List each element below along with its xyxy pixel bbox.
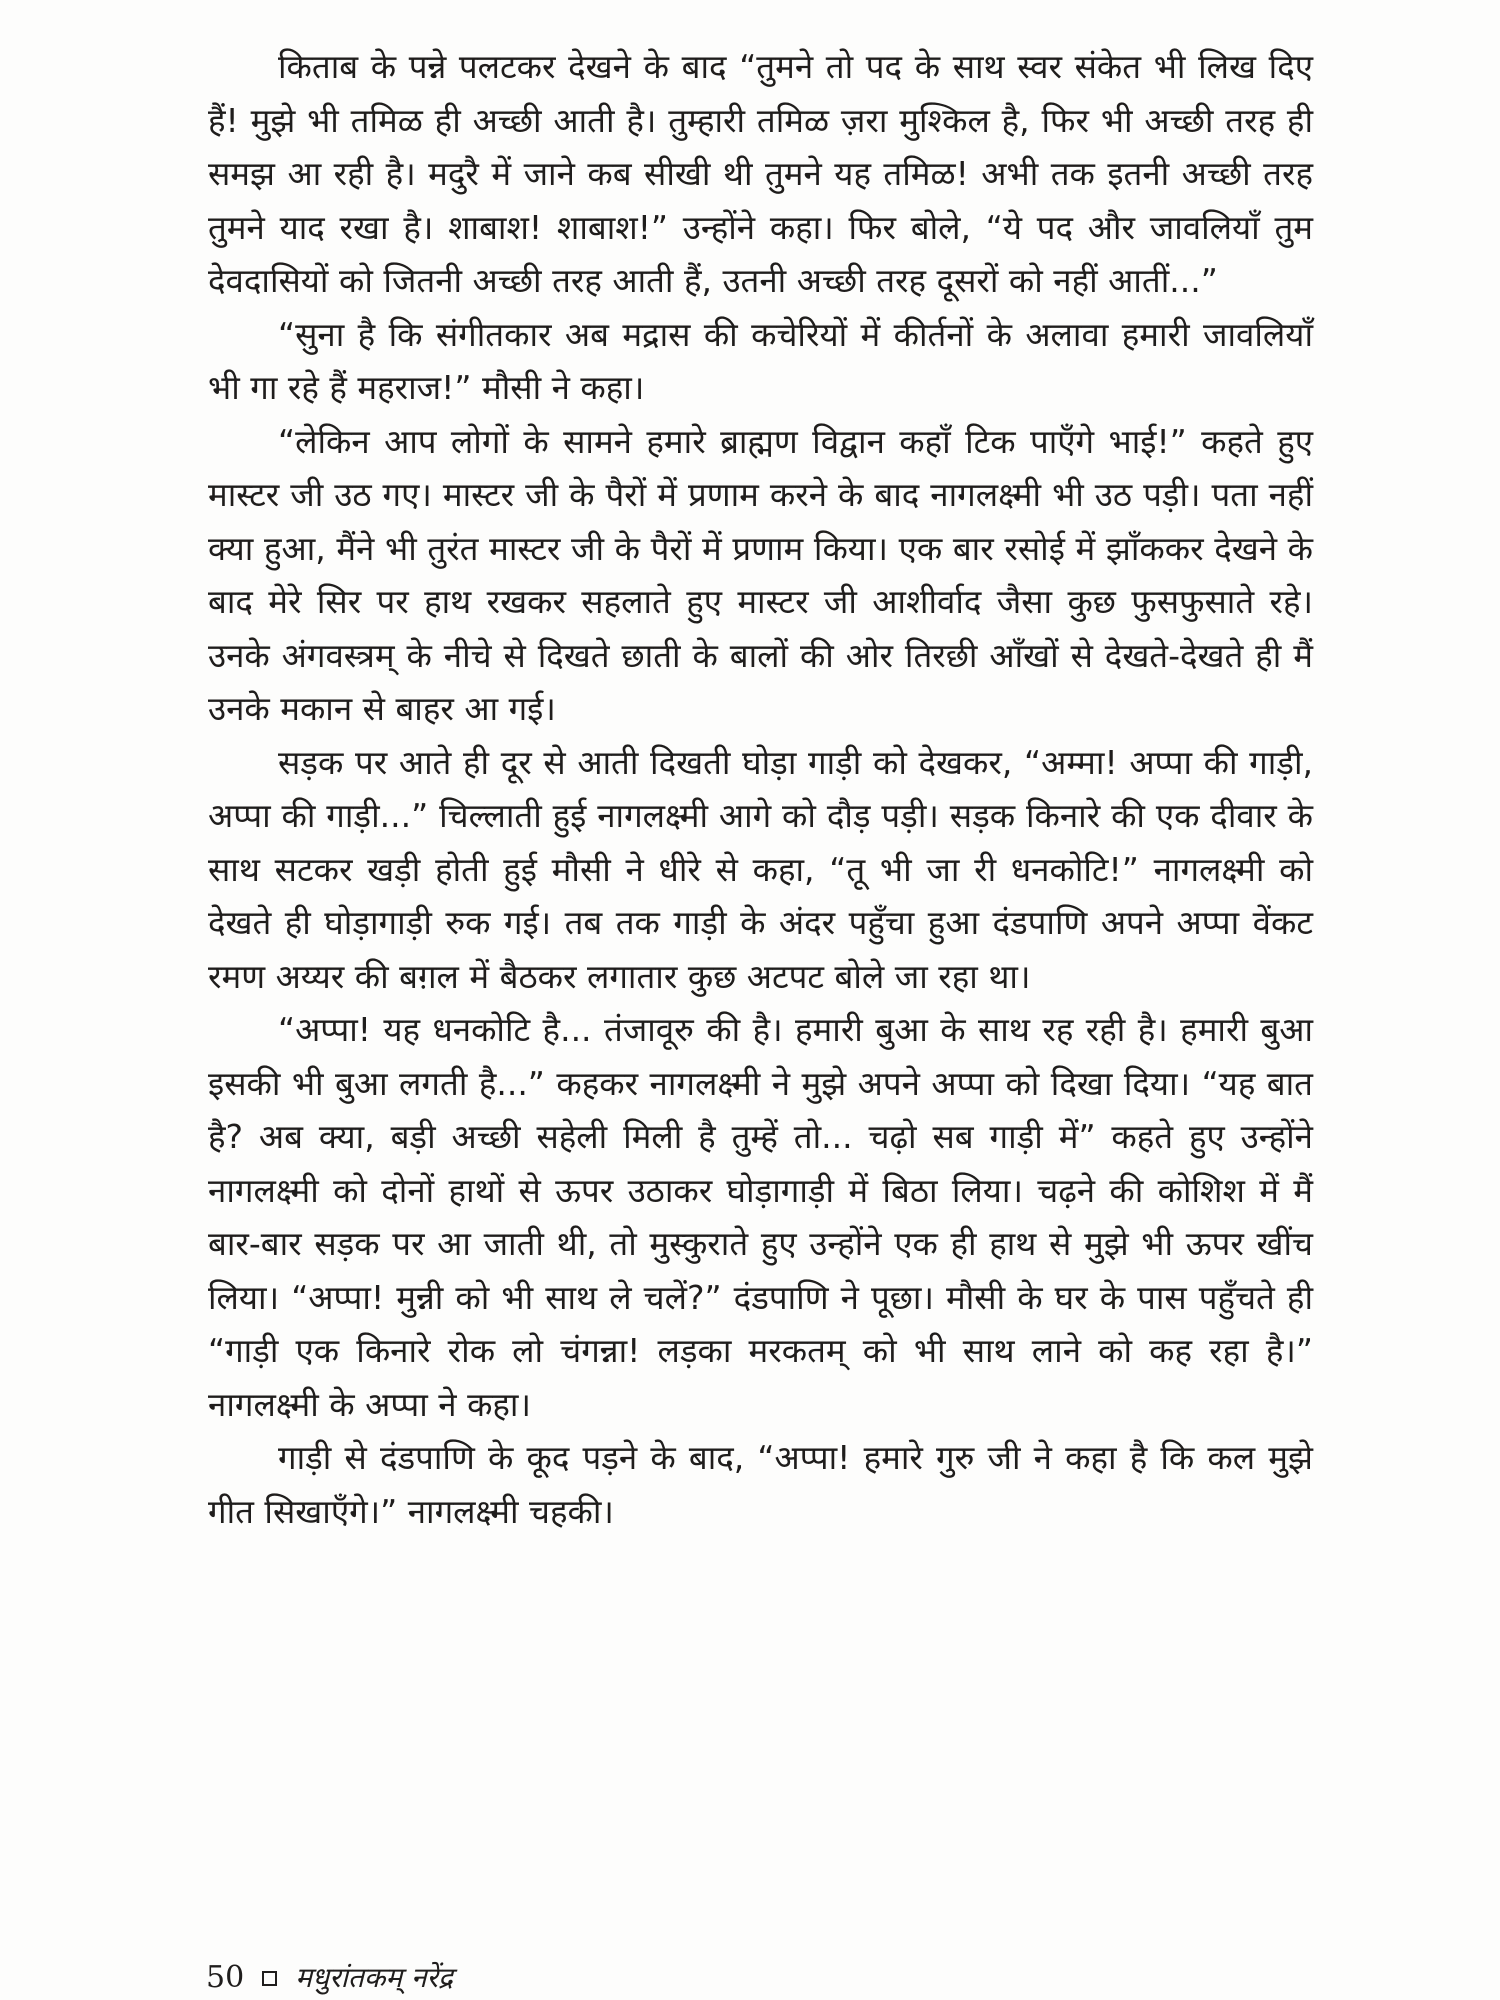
page-footer bbox=[206, 1960, 453, 1996]
paragraph-5: “अप्पा! यह धनकोटि है... तंजावूरु की है। हमारी बुआ के साथ रह रही है। हमारी बुआ इसकी भी बुआ लगती है...” कहकर नागलक्ष्मी ने मुझे अपने अप्पा को दिखा दिया। “यह बात है? अब क्या, बड़ी अच्छी सहेली मिली है तुम्हें तो... चढ़ो सब गाड़ी में” कहते हुए उन्होंने नागलक्ष्मी को दोनों हाथों से ऊपर उठाकर घोड़ागाड़ी में बिठा लिया। चढ़ने की कोशिश में मैं बार-बार सड़क पर आ जाती थी, तो मुस्कुराते हुए उन्होंने एक ही हाथ से मुझे भी ऊपर खींच लिया। “अप्पा! मुन्नी को भी साथ ले चलें?” दंडपाणि ने पूछा। मौसी के घर के पास पहुँचते ही “गाड़ी एक किनारे रोक लो चंगन्ना! लड़का मरकतम् को भी साथ लाने को कह रहा है।” नागलक्ष्मी के अप्पा ने कहा। bbox=[208, 1010, 1313, 1424]
paragraph-3: “लेकिन आप लोगों के सामने हमारे ब्राह्मण विद्वान कहाँ टिक पाएँगे भाई!” कहते हुए मास्टर जी उठ गए। मास्टर जी के पैरों में प्रणाम करने के बाद नागलक्ष्मी भी उठ पड़ी। पता नहीं क्या हुआ, मैंने भी तुरंत मास्टर जी के पैरों में प्रणाम किया। एक बार रसोई में झाँककर देखने के बाद मेरे सिर पर हाथ रखकर सहलाते हुए मास्टर जी आशीर्वाद जैसा कुछ फुसफुसाते रहे। उनके अंगवस्त्रम् के नीचे से दिखते छाती के बालों की ओर तिरछी आँखों से देखते-देखते ही मैं उनके मकान से बाहर आ गई। bbox=[208, 421, 1314, 728]
body-text bbox=[208, 40, 1313, 1538]
paragraph-1: किताब के पन्ने पलटकर देखने के बाद “तुमने तो पद के साथ स्वर संकेत भी लिख दिए हैं! मुझे भी तमिळ ही अच्छी आती है। तुम्हारी तमिळ ज़रा मुश्किल है, फिर भी अच्छी तरह ही समझ आ रही है। मदुरै में जाने कब सीखी थी तुमने यह तमिळ! अभी तक इतनी अच्छी तरह तुमने याद रखा है। शाबाश! शाबाश!” उन्होंने कहा। फिर बोले, “ये पद और जावलियाँ तुम देवदासियों को जितनी अच्छी तरह आती हैं, उतनी अच्छी तरह दूसरों को नहीं आतीं...” bbox=[208, 47, 1313, 300]
paragraph-4: सड़क पर आते ही दूर से आती दिखती घोड़ा गाड़ी को देखकर, “अम्मा! अप्पा की गाड़ी, अप्पा की गाड़ी...” चिल्लाती हुई नागलक्ष्मी आगे को दौड़ पड़ी। सड़क किनारे की एक दीवार के साथ सटकर खड़ी होती हुई मौसी ने धीरे से कहा, “तू भी जा री धनकोटि!” नागलक्ष्मी को देखते ही घोड़ागाड़ी रुक गई। तब तक गाड़ी के अंदर पहुँचा हुआ दंडपाणि अपने अप्पा वेंकट रमण अय्यर की बग़ल में बैठकर लगातार कुछ अटपट बोले जा रहा था। bbox=[208, 742, 1313, 996]
paragraph-6: गाड़ी से दंडपाणि के कूद पड़ने के बाद, “अप्पा! हमारे गुरु जी ने कहा है कि कल मुझे गीत सिखाएँगे।” नागलक्ष्मी चहकी। bbox=[208, 1438, 1313, 1531]
author-name: मधुरांतकम् नरेंद्र bbox=[295, 1961, 453, 1994]
paragraph-2: “सुना है कि संगीतकार अब मद्रास की कचेरियों में कीर्तनों के अलावा हमारी जावलियाँ भी गा रहे हैं महराज!” मौसी ने कहा। bbox=[208, 314, 1313, 407]
square-separator-icon bbox=[262, 1971, 277, 1986]
page-number: 50 bbox=[206, 1960, 245, 1995]
